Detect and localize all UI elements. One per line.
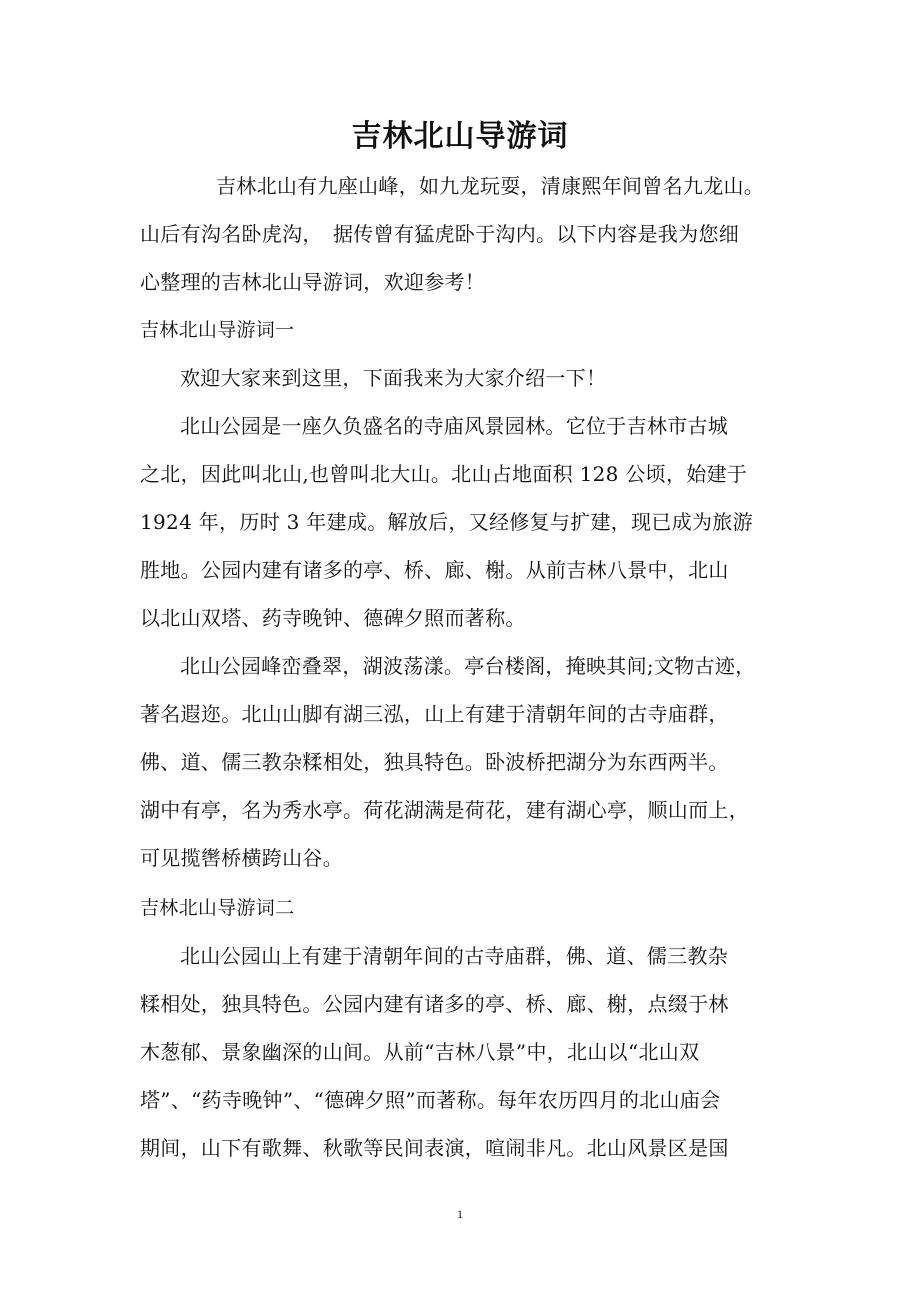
section1-paragraph2-line-1: 北山公园是一座久负盛名的寺庙风景园林。它位于吉林市古城 [180, 414, 729, 438]
intro-line-3: 心整理的吉林北山导游词，欢迎参考！ [140, 270, 486, 294]
section1-paragraph3-line-4: 湖中有亭，名为秀水亭。荷花湖满是荷花，建有湖心亭，顺山而上， [140, 798, 749, 822]
section2-paragraph1-line-5: 期间，山下有歌舞、秋歌等民间表演，喧闹非凡。北山风景区是国 [140, 1136, 729, 1160]
section1-paragraph1-line-1: 欢迎大家来到这里，下面我来为大家介绍一下！ [180, 366, 607, 390]
document-title: 吉林北山导游词 [351, 119, 569, 154]
section1-paragraph3-line-5: 可见揽辔桥横跨山谷。 [140, 846, 343, 870]
section2-paragraph1-line-3: 木葱郁、景象幽深的山间。从前“吉林八景”中，北山以“北山双 [140, 1040, 700, 1064]
section1-paragraph3-line-2: 著名遐迩。北山山脚有湖三泓，山上有建于清朝年间的古寺庙群， [140, 702, 729, 726]
section-heading-2: 吉林北山导游词二 [140, 897, 295, 919]
section1-paragraph2-line-5: 以北山双塔、药寺晚钟、德碑夕照而著称。 [140, 606, 526, 630]
section1-paragraph2-line-3: 1924 年，历时 3 年建成。解放后，又经修复与扩建，现已成为旅游 [140, 510, 753, 534]
section1-paragraph3-line-3: 佛、道、儒三教杂糅相处，独具特色。卧波桥把湖分为东西两半。 [140, 750, 729, 774]
section1-paragraph2-line-2: 之北，因此叫北山,也曾叫北大山。北山占地面积 128 公顷，始建于 [140, 462, 748, 486]
section1-paragraph2-line-4: 胜地。公园内建有诸多的亭、桥、廊、榭。从前吉林八景中，北山 [140, 558, 729, 582]
intro-line-2: 山后有沟名卧虎沟， 据传曾有猛虎卧于沟内。以下内容是我为您细 [140, 222, 739, 246]
section-heading-1: 吉林北山导游词一 [140, 319, 295, 341]
section1-paragraph3-line-1: 北山公园峰峦叠翠，湖波荡漾。亭台楼阁，掩映其间;文物古迹， [180, 654, 756, 678]
section2-paragraph1-line-1: 北山公园山上有建于清朝年间的古寺庙群，佛、道、儒三教杂 [180, 944, 729, 968]
intro-line-1: 吉林北山有九座山峰，如九龙玩耍，清康熙年间曾名九龙山。 [216, 174, 765, 198]
section2-paragraph1-line-4: 塔”、“药寺晚钟”、“德碑夕照”而著称。每年农历四月的北山庙会 [140, 1088, 721, 1112]
page-number: 1 [457, 1207, 463, 1221]
section2-paragraph1-line-2: 糅相处，独具特色。公园内建有诸多的亭、桥、廊、榭，点缀于林 [140, 992, 729, 1016]
